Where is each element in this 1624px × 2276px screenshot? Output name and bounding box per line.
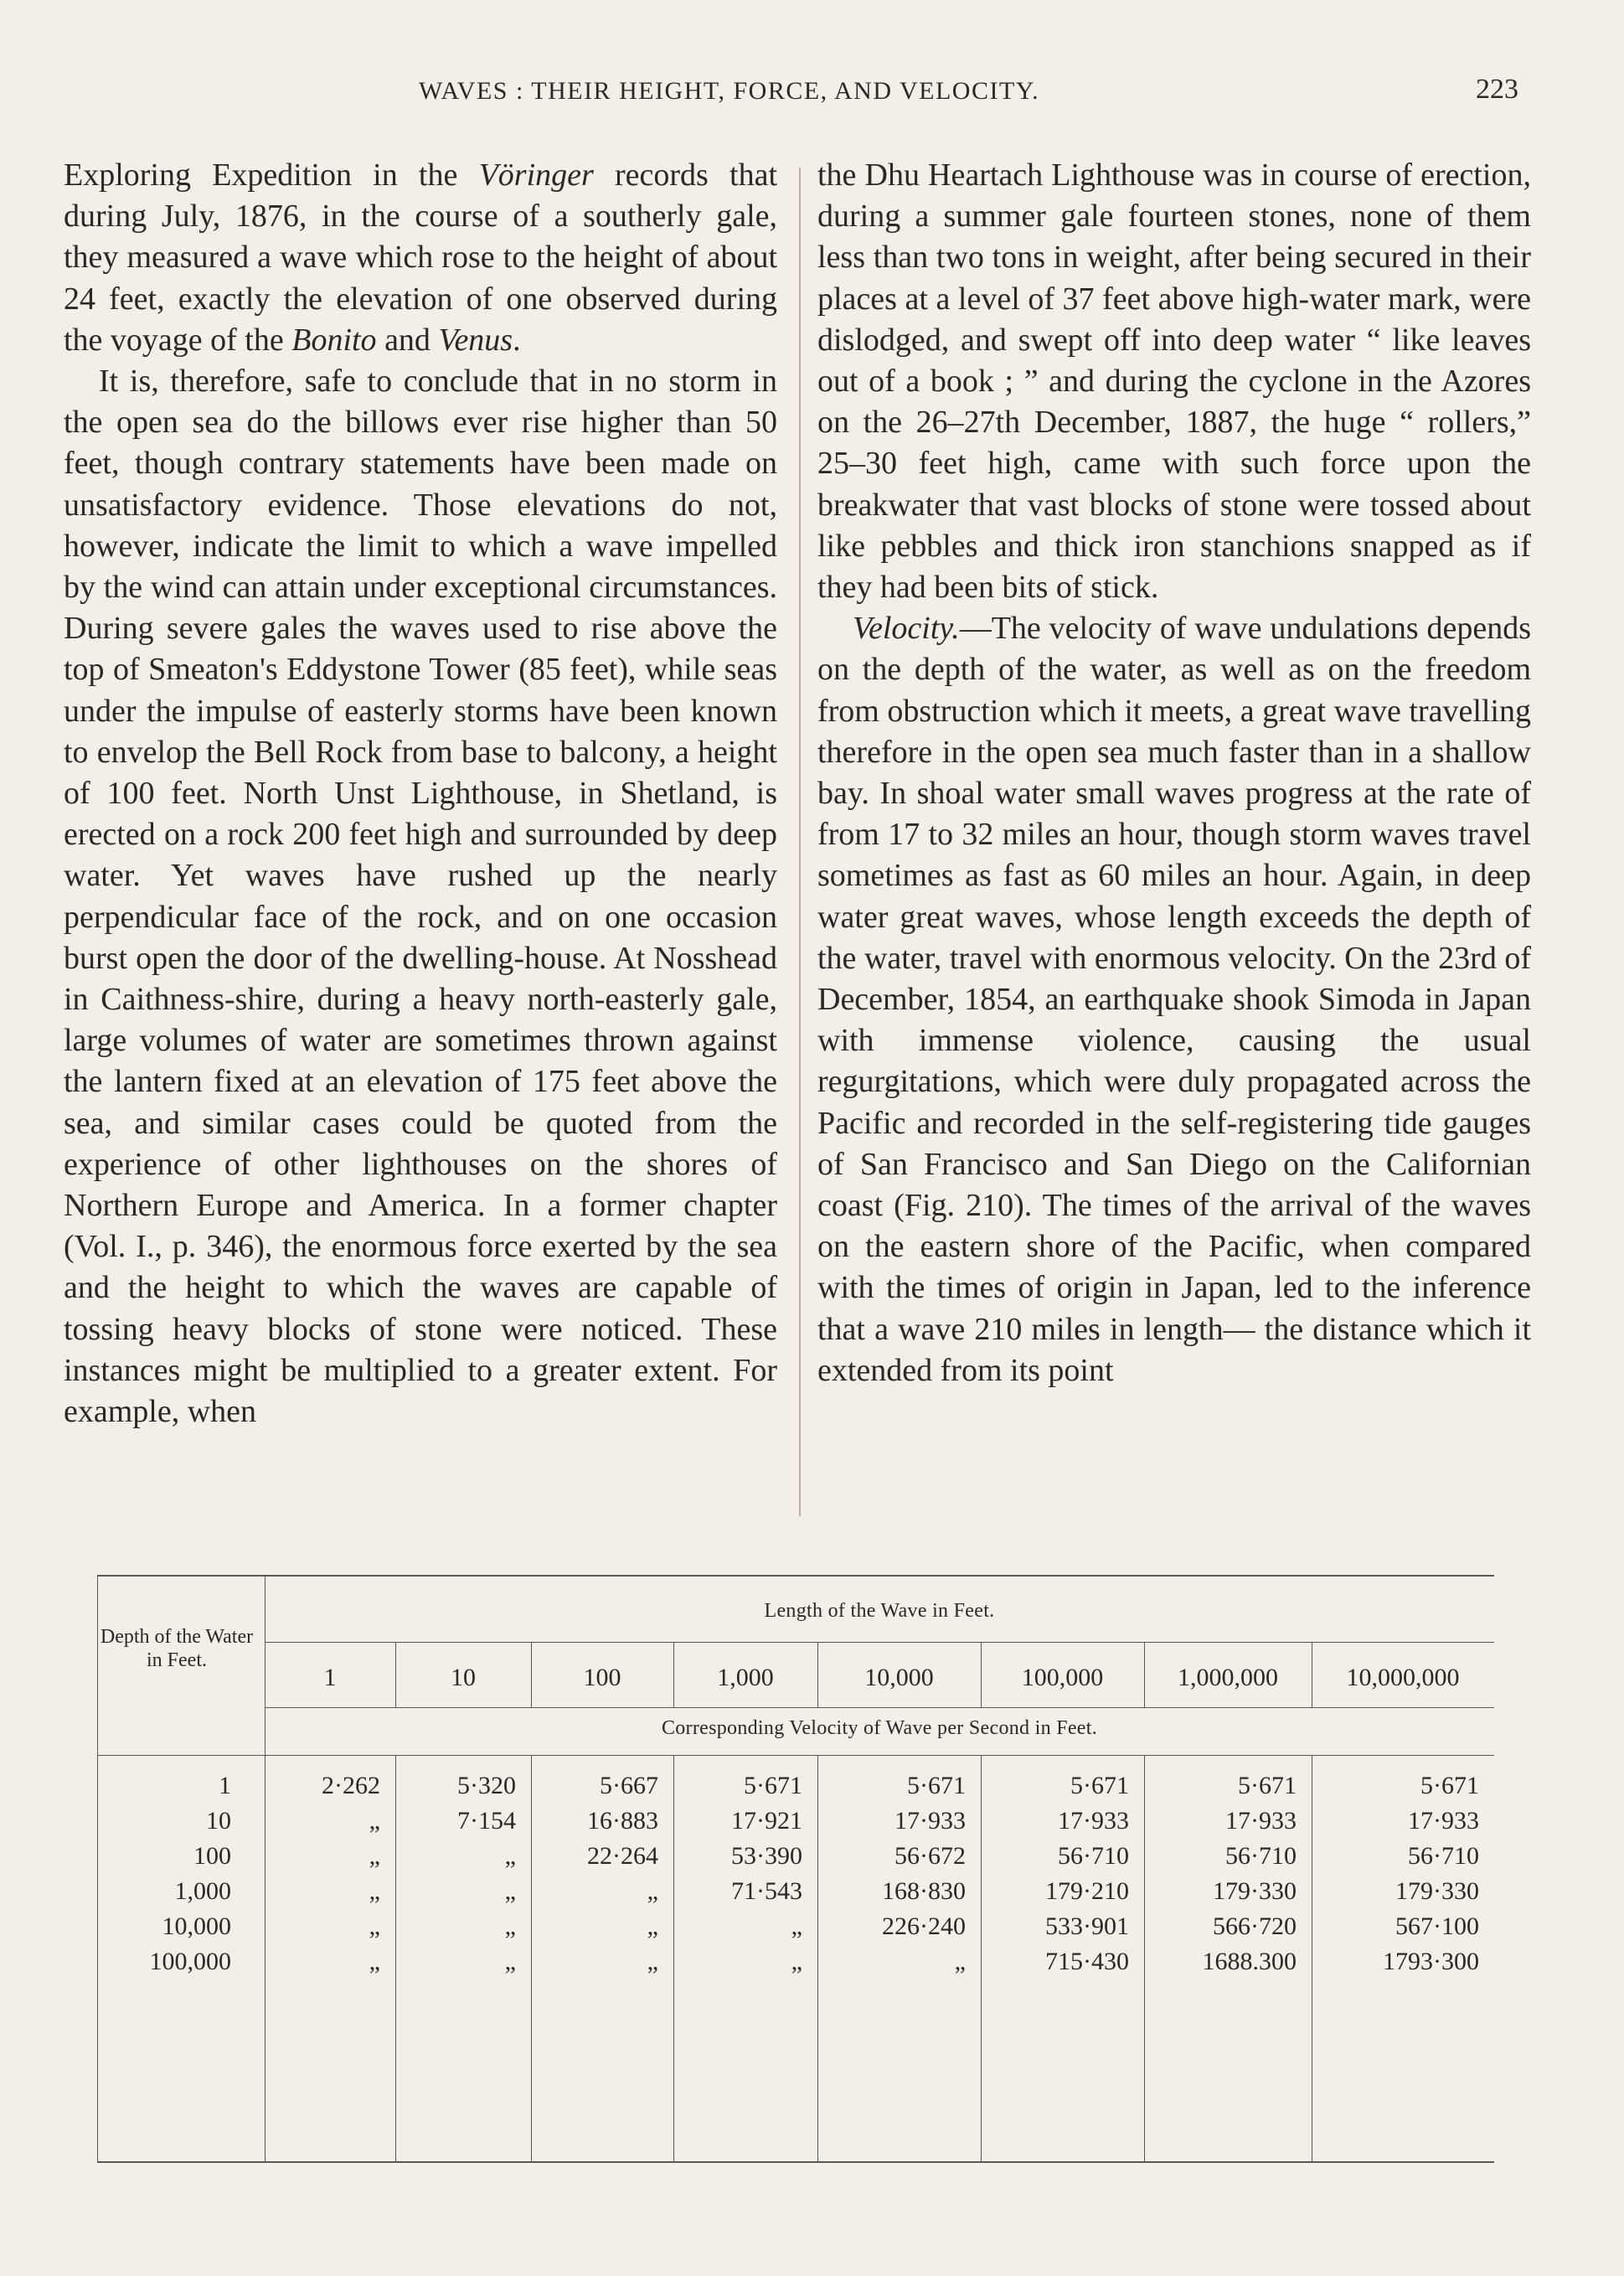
left-paragraph-2: It is, therefore, safe to conclude that in no storm in the open sea do the billows ever rise higher than 50 feet, though contrary statements have been made on unsatisfactory evidence. Those elevations do not, however, indicate the limit to which a wave impelled by the wind can attain under exceptional circumstances. During severe gales the waves used to rise above the top of Smeaton's Eddystone Tower (85 feet), while seas under the impulse of easterly storms have been known to envelop the Bell Rock from base to balcony, a height of 100 feet. North Unst Lighthouse, in Shetland, is erected on a rock 200 feet high and surrounded by deep water. Yet waves have rushed up the nearly perpendicular face of the rock, and on one occasion burst open the door of the dwelling-house. At Nosshead in Caithness-shire, during a heavy north-easterly gale, large volumes of water are sometimes thrown against the lantern fixed at an elevation of 175 feet above the sea, and similar cases could be quoted from the experience of other lighthouses on the shores of Northern Europe and America. In a former chapter (Vol. I., p. 346), the enormous force exerted by the sea and the height to which the waves are capable of tossing heavy blocks of stone were noticed. These instances might be multiplied to a greater extent. For example, when xyxy=(64,364,777,1430)
column-divider xyxy=(799,168,801,1516)
right-paragraph-2 xyxy=(817,608,1531,1391)
running-title: WAVES : THEIR HEIGHT, FORCE, AND VELOCITY. xyxy=(419,77,1040,105)
velocity-cell: 5·671 xyxy=(1070,1772,1129,1799)
text-run: and xyxy=(376,322,439,358)
velocity-cell: 22·264 xyxy=(587,1842,658,1870)
velocity-cell: 56·710 xyxy=(1225,1842,1297,1870)
depth-column-header: Depth of the Water in Feet. xyxy=(100,1626,254,1671)
wave-length-header: 1,000,000 xyxy=(1178,1664,1278,1691)
velocity-cell: „ xyxy=(504,1948,516,1975)
velocity-cell: 16·883 xyxy=(587,1807,658,1835)
section-lead-in: Velocity. xyxy=(853,611,960,647)
velocity-cell: 567·100 xyxy=(1395,1912,1479,1940)
velocity-cell: „ xyxy=(369,1912,380,1940)
depth-row-label: 100 xyxy=(193,1842,231,1870)
left-paragraph-1 xyxy=(64,155,777,361)
wave-length-header: 1 xyxy=(323,1664,337,1691)
velocity-cell: „ xyxy=(369,1948,380,1975)
text-run: records that during July, 1876, in the course of a southerly gale, they measured a wave which rose to the height of about 24 feet, exactly the elevation of one observed during the voyage of the xyxy=(64,157,778,358)
velocity-cell: „ xyxy=(369,1807,380,1835)
velocity-cell: 1688.300 xyxy=(1202,1948,1297,1975)
velocity-cell: 2·262 xyxy=(322,1772,380,1799)
table-body-rule xyxy=(97,1755,1494,1756)
velocity-cell: 71·543 xyxy=(731,1877,802,1905)
text-run: . xyxy=(513,322,521,358)
wave-velocity-table xyxy=(97,1575,1494,2161)
velocity-cell: 56·672 xyxy=(894,1842,966,1870)
velocity-cell: 17·933 xyxy=(1408,1807,1479,1835)
depth-row-label: 1 xyxy=(219,1772,231,1799)
velocity-cell: 179·210 xyxy=(1045,1877,1129,1905)
velocity-cell: 17·933 xyxy=(894,1807,966,1835)
wave-length-header: 10,000,000 xyxy=(1346,1664,1460,1691)
velocity-cell: 533·901 xyxy=(1045,1912,1129,1940)
velocity-cell: „ xyxy=(647,1948,658,1975)
wave-length-header: 10,000 xyxy=(864,1664,934,1691)
velocity-cell: „ xyxy=(647,1877,658,1905)
velocity-cell: 5·671 xyxy=(744,1772,802,1799)
depth-row-label: 100,000 xyxy=(149,1948,231,1975)
velocity-cell: 179·330 xyxy=(1213,1877,1297,1905)
velocity-cell: „ xyxy=(504,1842,516,1870)
text-run: —The velocity of wave undulations depends on the depth of the water, as well as on the freedom from obstruction which it meets, a great wave travelling therefore in the open sea much faster than in a shallow bay. In shoal water small waves progress at the rate of from 17 to 32 miles an hour, though storm waves travel sometimes as fast as 60 miles an hour. Again, in deep water great waves, whose length exceeds the depth of the water, travel with enormous velocity. On the 23rd of December, 1854, an earthquake shook Simoda in Japan with immense violence, causing the usual regurgitations, which were duly propagated across the Pacific and recorded in the self-registering tide gauges of San Francisco and San Diego on the Californian coast (Fig. 210). The times of the arrival of the waves on the eastern shore of the Pacific, when compared with the times of origin in Japan, led to the inference that a wave 210 miles in length— the distance which it extended from its point xyxy=(817,611,1531,1388)
velocity-cell: 5·671 xyxy=(1238,1772,1297,1799)
wave-length-header: 10 xyxy=(451,1664,476,1691)
velocity-cell: 7·154 xyxy=(457,1807,516,1835)
velocity-cell: „ xyxy=(954,1948,966,1975)
velocity-cell: 5·667 xyxy=(600,1772,658,1799)
velocity-cell: „ xyxy=(647,1912,658,1940)
velocity-cell: „ xyxy=(504,1877,516,1905)
ship-name: Vöringer xyxy=(478,157,594,193)
depth-row-label: 1,000 xyxy=(174,1877,231,1905)
velocity-cell: 179·330 xyxy=(1395,1877,1479,1905)
velocity-caption: Corresponding Velocity of Wave per Second in Feet. xyxy=(661,1717,1098,1739)
velocity-cell: 5·671 xyxy=(907,1772,966,1799)
velocity-cell: 56·710 xyxy=(1408,1842,1479,1870)
velocity-cell: 17·933 xyxy=(1225,1807,1297,1835)
wave-length-header: 100 xyxy=(583,1664,621,1691)
ship-name: Venus xyxy=(438,322,513,358)
velocity-cell: „ xyxy=(369,1877,380,1905)
velocity-cell: 715·430 xyxy=(1045,1948,1129,1975)
table-bottom-rule xyxy=(97,2161,1494,2163)
velocity-cell: 53·390 xyxy=(731,1842,802,1870)
page-header xyxy=(0,74,1624,119)
table-header-rule xyxy=(265,1642,1494,1643)
velocity-cell: 5·320 xyxy=(457,1772,516,1799)
velocity-cell: 566·720 xyxy=(1213,1912,1297,1940)
table-top-rule xyxy=(97,1575,1494,1577)
velocity-cell: 17·921 xyxy=(731,1807,802,1835)
velocity-cell: „ xyxy=(504,1912,516,1940)
velocity-cell: 226·240 xyxy=(882,1912,966,1940)
wave-length-header: 1,000 xyxy=(717,1664,774,1691)
text-run: Exploring Expedition in the xyxy=(64,157,479,193)
page-number: 223 xyxy=(1476,74,1518,105)
velocity-cell: „ xyxy=(791,1912,802,1940)
wave-length-header: 100,000 xyxy=(1021,1664,1104,1691)
velocity-cell: 56·710 xyxy=(1058,1842,1129,1870)
right-column xyxy=(817,155,1531,1391)
right-paragraph-1: the Dhu Heartach Lighthouse was in course of erection, during a summer gale fourteen stones, none of them less than two tons in weight, after being secured in their places at a level of 37 feet above high-water mark, were dislodged, and swept off into deep water “ like leaves out of a book ; ” and during the cyclone in the Azores on the 26–27th December, 1887, the huge “ rollers,” 25–30 feet high, came with such force upon the breakwater that vast blocks of stone were tossed about like pebbles and thick iron stanchions snapped as if they had been bits of stick. xyxy=(817,157,1531,606)
length-caption: Length of the Wave in Feet. xyxy=(764,1600,995,1622)
table-header-rule xyxy=(265,1707,1494,1708)
depth-row-label: 10 xyxy=(206,1807,231,1835)
velocity-cell: „ xyxy=(369,1842,380,1870)
velocity-cell: 1793·300 xyxy=(1383,1948,1479,1975)
velocity-cell: 17·933 xyxy=(1058,1807,1129,1835)
velocity-cell: 168·830 xyxy=(882,1877,966,1905)
velocity-cell: „ xyxy=(791,1948,802,1975)
left-column xyxy=(64,155,777,1432)
depth-row-label: 10,000 xyxy=(162,1912,231,1940)
velocity-cell: 5·671 xyxy=(1420,1772,1479,1799)
ship-name: Bonito xyxy=(291,322,377,358)
